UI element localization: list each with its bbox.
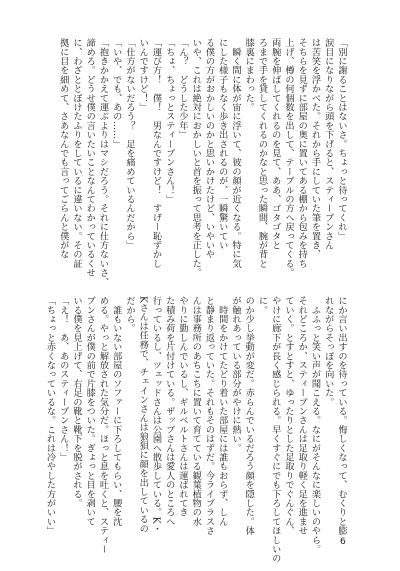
text-line: が触れあっている部分がやけに熱い。 <box>230 296 241 453</box>
text-line: そちらを見ずに部屋の奥に置いてある棚から包みを持ち <box>296 38 308 268</box>
text-line: 「ちょっと赤くなっているな。これは冷やした方がいい」 <box>44 296 56 536</box>
text-line: やけに廊下が長く感じられる。早くすぐにでも下ろしてほしいの <box>269 296 281 563</box>
text-line: た積み荷を片付けている。ザップさんは愛人のところへ <box>163 296 175 526</box>
text-line: それどころか、スティーブンさんは足取り軽く足を進ませ <box>296 296 308 536</box>
text-line: ていく。とすとすと、ゆったりとした足取りでぐんぐん、 <box>283 296 294 536</box>
text-line: 拠に目を細めて、さあなんでも言ってごらんと僕がな <box>57 38 69 259</box>
text-line: いや、これは絶対におかしいと首を振って思考を正した。 <box>190 38 202 278</box>
text-line: 「え！ あ、あのスティーブンさん！」 <box>57 296 69 462</box>
text-line: 両腕を伸ばしてくれるのを見て、ああ、ゴタゴタと <box>269 38 281 250</box>
lower-text-block <box>44 296 348 563</box>
text-line: のか少し挙動が変だ。赤らんでいるだろう顔を隠した。体 <box>243 296 255 536</box>
text-line: に。 <box>256 296 268 315</box>
text-line: にか言い出すのを待っている。悔しくなって、むくりと膨 <box>336 296 347 536</box>
text-line: 「抱きかかえて運ぶよりはマシだろう。それに仕方ないさ、 <box>97 38 109 287</box>
text-line: 瞬く間に体が宙に浮いて、彼の顔が近くなる。特に気 <box>230 38 241 268</box>
text-line: にした様子もなく歩き出されるのが、一瞬驚いてい <box>216 38 228 250</box>
text-line: は苦笑を浮かべた。それから手にしていた筆を置き、 <box>309 38 321 259</box>
text-line: んは事務所のあちこちに置いて育てている観葉植物の水 <box>190 296 202 526</box>
text-line: 膝裏にまわった。 <box>243 38 255 112</box>
text-line: 涙目になりながら頭を下げると、スティーブンさん <box>322 38 334 250</box>
text-line: 「運び方！ 僕！ 男なんですけど！ すげー恥ずかし <box>150 38 162 268</box>
text-line: やりに勤しんでいるし、ギルベルトさんは運ばれてき <box>177 296 188 517</box>
text-line: Kさんは任務で、チェインさんは狼狽に顔を出しているの <box>137 296 149 533</box>
text-line: る僕の方がおかしいのかと思いかけたけど、いやいや <box>203 38 215 259</box>
text-line: 行っているし、ツェッドさんは公園へ散歩している。K・ <box>150 296 162 533</box>
text-line: 時間をかけてたどり着いた部屋には誰もおらず、しん <box>216 296 228 526</box>
text-line: ブンさんが僕の前で片膝をついた。ぎょっと目を剥いて <box>84 296 96 526</box>
text-line: める。やっと解放された気分だ。ほっと息を吐くと、スティー <box>97 296 109 554</box>
text-line: れながらそっぽを向いた。 <box>322 296 334 407</box>
text-line: いんですけど！」 <box>137 38 149 112</box>
text-line: 「ちょ、ちょっとスティーブンさん！」 <box>163 38 175 204</box>
text-line: 誰もいない部屋のソファーに下ろしてもらい、腰を沈 <box>110 296 122 526</box>
page-number: 6 <box>340 537 346 547</box>
text-line: いる僕を見上げて、右足の靴と靴下を脱がされる。 <box>71 296 82 508</box>
text-line: ふふっと笑い声が聞こえる。なにがそんなに楽しいのやら。 <box>309 296 321 554</box>
text-line: 「仕方がないだろう？ 足を痛めているんだから」 <box>124 38 135 250</box>
text-line: 上げ、樽の何個数を出して、テーブルの方へ戻ってくる。 <box>283 38 294 278</box>
text-line: と静まり返っていた。それもそのはずだ。今ライブラスさ <box>203 296 215 536</box>
text-line: に、わざととぼけたふりをしているに違いない。その証 <box>71 38 82 268</box>
upper-text-block <box>57 38 348 287</box>
text-line: 諦めろ。どうせ僕の言いたいことなんてわかっているくせ <box>84 38 96 278</box>
text-line: 「いや、でも、あの……」 <box>110 38 122 149</box>
text-line: 「ん？ どうした少年」 <box>177 38 188 140</box>
text-line: だから。 <box>124 296 135 333</box>
text-line: 「別に謝ることはないさ。ちょっと待ってくれ」 <box>336 38 347 241</box>
text-line: ろまで手を貸してくれるのかなと思った瞬間、腕が背と <box>256 38 268 268</box>
